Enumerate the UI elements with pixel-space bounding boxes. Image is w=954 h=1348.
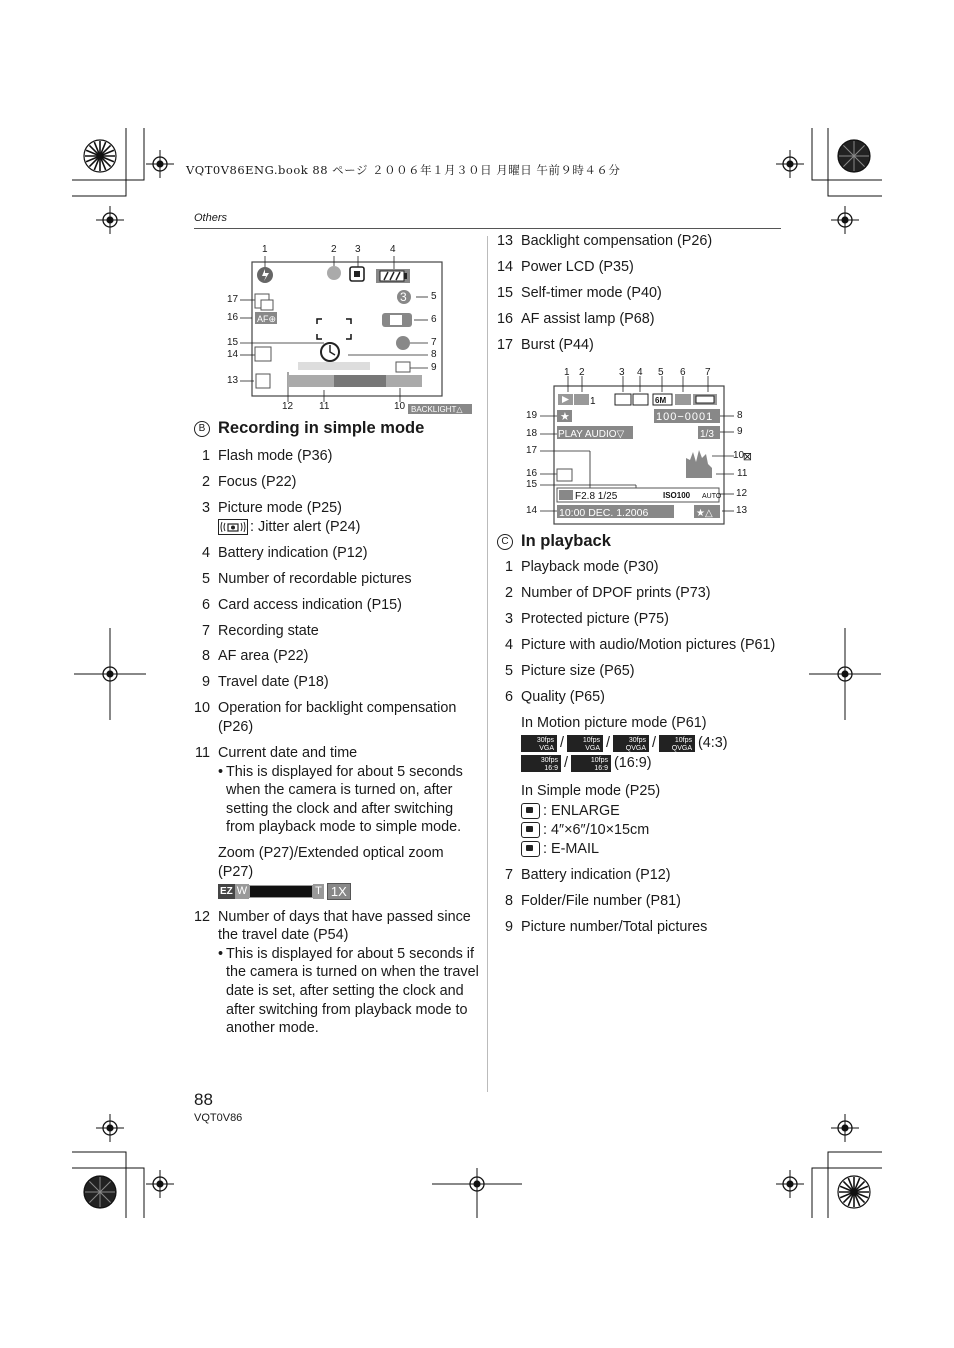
af-assist-label: AF⊕: [257, 314, 277, 324]
callout: 13: [736, 505, 748, 516]
pictures-count: 3: [400, 290, 407, 304]
section-b-list: [194, 447, 479, 1045]
playback-screen-diagram: [522, 364, 758, 528]
section-c-letter: C: [497, 534, 513, 550]
callout: 3: [355, 244, 361, 255]
callout: 4: [390, 244, 396, 255]
callout: 10: [733, 450, 745, 461]
enlarge-icon: [521, 803, 540, 819]
list-item: 6 Quality (P65) In Motion picture mode (P61) 30fps VGA / 10fps VGA / 30fps QVGA / 10fps QVGA (4:3) 30fps 16:9 / 10fps 16:9 (16:9) In Simple mode (P25) : ENLARGE : 4″×6″/10×15cm : E-MAIL: [497, 688, 782, 859]
list-item: 1 Playback mode (P30): [504, 559, 659, 575]
svg-text:⊠: ⊠: [742, 450, 752, 463]
callout: 8: [431, 349, 437, 360]
motion-icons-43: 30fps VGA / 10fps VGA / 30fps QVGA / 10fps QVGA (4:3): [521, 734, 782, 753]
list-item: 4 Battery indication (P12): [201, 544, 368, 561]
list-item: 13 Backlight compensation (P26): [497, 233, 713, 249]
list-item: 16 AF assist lamp (P68): [497, 310, 655, 327]
callout: 4: [637, 367, 643, 378]
zoom-magnification: 1X: [327, 883, 351, 900]
callout: 15: [227, 337, 239, 348]
list-item: 7 Battery indication (P12): [504, 867, 671, 884]
zoom-note: Zoom (P27)/Extended optical zoom (P27): [218, 845, 444, 880]
list-item: 3 Picture mode (P25) : Jitter alert (P24): [201, 499, 361, 535]
callout: 6: [431, 314, 437, 325]
exposure-readout: F2.8 1/25: [575, 491, 618, 502]
section-b-letter: B: [194, 421, 210, 437]
list-item: 5 Number of recordable pictures: [201, 570, 412, 587]
section-b-list-continued: [497, 232, 782, 362]
zoom-indicator: [218, 883, 479, 900]
section-b-heading: [194, 419, 424, 438]
print-size-icon: [521, 822, 540, 838]
callout: 18: [526, 428, 538, 439]
date-time-readout: 10:00 DEC. 1.2006: [559, 507, 649, 519]
fps-vga-icon: 10fps VGA: [567, 735, 603, 752]
list-item: 8 AF area (P22): [201, 648, 309, 665]
list-item: 10 Operation for backlight compensation (P26): [194, 700, 457, 736]
callout: 17: [227, 294, 239, 305]
callout: 7: [431, 337, 437, 348]
list-item: 15 Self-timer mode (P40): [497, 284, 662, 301]
recording-screen-svg: [224, 242, 474, 414]
list-item: 9 Picture number/Total pictures: [504, 919, 708, 936]
ratio-16-9: (16:9): [614, 755, 652, 772]
list-item: 3 Protected picture (P75): [504, 610, 669, 627]
list-item: 6 Card access indication (P15): [201, 596, 402, 613]
callout: 14: [526, 505, 538, 516]
callout: 11: [737, 468, 748, 479]
column-divider: [487, 236, 488, 1092]
zoom-w-label: W: [236, 885, 248, 898]
list-item: 1 Flash mode (P36): [201, 448, 333, 464]
section-c-heading: [497, 532, 611, 551]
zoom-t-label: T: [315, 885, 322, 898]
section-c-title: In playback: [521, 532, 611, 550]
fps-qvga-icon: 10fps QVGA: [659, 735, 695, 752]
print-header: VQT0V86ENG.book 88 ページ ２００６年１月３０日 月曜日 午前９時４６分: [186, 163, 621, 177]
callout: 5: [431, 291, 437, 302]
playback-screen-svg: [522, 364, 758, 528]
callout: 12: [282, 401, 294, 412]
list-item: 17 Burst (P44): [497, 336, 594, 353]
callout: 5: [658, 367, 664, 378]
page-number: 88: [194, 1090, 213, 1109]
section-c-list: [497, 558, 782, 944]
callout: 1: [564, 367, 570, 378]
list-item: 8 Folder/File number (P81): [504, 893, 681, 910]
callout: 8: [737, 410, 743, 421]
callout: 16: [227, 312, 239, 323]
list-item: 2 Number of DPOF prints (P73): [504, 584, 711, 601]
callout: 15: [526, 479, 538, 490]
fps-qvga-icon: 30fps QVGA: [613, 735, 649, 752]
bullet-note: • This is displayed for about 5 seconds when the camera is turned on, after setting the clock and after switching from playback mode to simple mode.: [218, 763, 479, 837]
svg-text:★△: ★△: [696, 508, 713, 519]
bullet-note: • This is displayed for about 5 seconds if the camera is turned on when the travel date is set, after setting the clock and after switching from playback mode to another mode.: [218, 945, 479, 1038]
list-item: 7 Recording state: [201, 622, 319, 639]
callout: 3: [619, 367, 625, 378]
backlight-label: BACKLIGHT△: [411, 405, 463, 414]
recording-screen-diagram: [224, 242, 474, 414]
play-audio-label: PLAY AUDIO▽: [558, 429, 625, 440]
motion-mode-title: In Motion picture mode (P61): [521, 714, 707, 731]
callout: 6: [680, 367, 686, 378]
picture-count: 1/3: [700, 429, 714, 440]
callout: 12: [736, 488, 748, 499]
jitter-alert-text: : Jitter alert (P24): [250, 518, 361, 535]
svg-text:★: ★: [560, 410, 570, 423]
picture-size: 6M: [655, 396, 667, 405]
fps-169-icon: 10fps 16:9: [571, 755, 611, 772]
dpof-count: 1: [590, 396, 596, 407]
simple-option: : E-MAIL: [521, 840, 782, 859]
ratio-4-3: (4:3): [698, 735, 728, 752]
list-item: 11 Current date and time • This is displayed for about 5 seconds when the camera is turned on, after setting the clock and after switching from playback mode to simple mode. Zoom (P27)/Extended optical zoom (P27) EZ W T 1X: [194, 744, 479, 900]
list-item: 4 Picture with audio/Motion pictures (P61): [504, 636, 776, 653]
callout: 9: [737, 426, 743, 437]
zoom-bar: [249, 885, 313, 898]
list-item: 9 Travel date (P18): [201, 674, 329, 691]
fps-169-icon: 30fps 16:9: [521, 755, 561, 772]
callout: 9: [431, 362, 437, 373]
callout: 2: [579, 367, 585, 378]
section-b-title: Recording in simple mode: [218, 419, 425, 437]
callout: 14: [227, 349, 239, 360]
zoom-ez-label: EZ: [220, 886, 233, 898]
callout: 7: [705, 367, 711, 378]
email-icon: [521, 841, 540, 857]
file-number: 100−0001: [656, 411, 714, 423]
wb-readout: AUTO: [702, 493, 722, 500]
callout: 13: [227, 375, 239, 386]
iso-readout: ISO100: [663, 491, 691, 500]
list-item: 5 Picture size (P65): [504, 662, 635, 679]
list-item: 2 Focus (P22): [201, 473, 297, 490]
list-item: 12 Number of days that have passed since the travel date (P54) • This is displayed for about 5 seconds if the camera is turned on when the travel date is set, after setting the clock and after switching from playback mode to another mode.: [194, 908, 479, 1038]
callout: 11: [319, 401, 330, 412]
callout: 10: [394, 401, 406, 412]
list-item: 14 Power LCD (P35): [497, 258, 634, 275]
callout: 1: [262, 244, 268, 255]
document-code: VQT0V86: [194, 1112, 243, 1124]
callout: 17: [526, 445, 538, 456]
simple-mode-title: In Simple mode (P25): [521, 783, 661, 800]
jitter-alert-icon: [218, 519, 248, 535]
section-label: Others: [194, 212, 228, 224]
simple-option: : ENLARGE: [521, 802, 782, 821]
simple-option: : 4″×6″/10×15cm: [521, 821, 782, 840]
callout: 19: [526, 410, 538, 421]
callout: 16: [526, 468, 538, 479]
motion-icons-169: 30fps 16:9 / 10fps 16:9 (16:9): [521, 754, 782, 773]
callout: 2: [331, 244, 337, 255]
fps-vga-icon: 30fps VGA: [521, 735, 557, 752]
header-rule: [194, 228, 781, 229]
